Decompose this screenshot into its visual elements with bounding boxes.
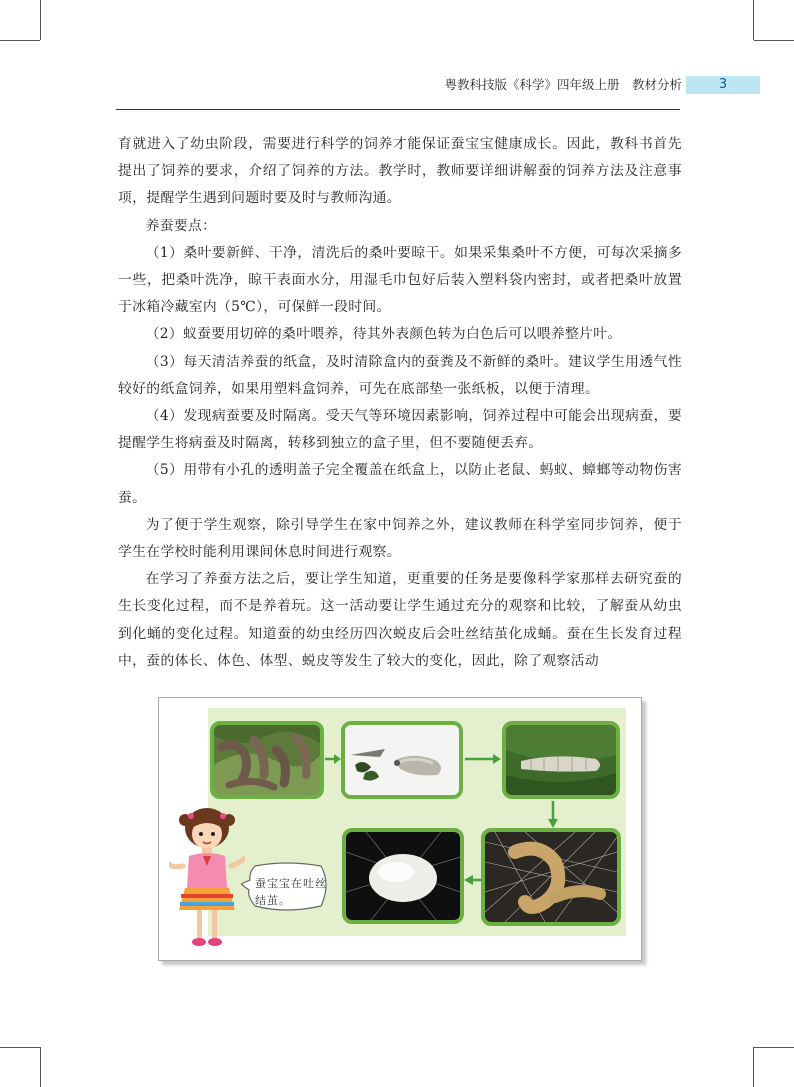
paragraph: 在学习了养蚕方法之后，要让学生知道，更重要的任务是要像科学家那样去研究蚕的生长变化过程，而不是养着玩。这一活动要让学生通过充分的观察和比较，了解蚕从幼虫到化蛹的变化过程。知道蚕的幼虫经历四次蜕皮后会吐丝结茧化成蛹。蚕在生长发育过程中，蚕的体长、体色、体型、蜕皮等发生了较大的变化，因此，除了观察活动 <box>118 571 682 669</box>
silkworm-figure <box>158 697 642 961</box>
crop-mark <box>0 1047 40 1048</box>
speech-bubble-text: 蚕宝宝在吐丝结茧。 <box>255 877 327 907</box>
paragraph: 养蚕要点： <box>145 217 217 234</box>
young-silkworms-image <box>214 725 320 795</box>
cocoon-image <box>346 832 460 920</box>
paragraph: （3）每天清洁养蚕的纸盒，及时清除盒内的蚕粪及不新鲜的桑叶。建议学生用透气性较好的纸盒饲养，如果用塑料盒饲养，可先在底部垫一张纸板，以便于清理。 <box>118 353 682 397</box>
header-rule <box>116 109 680 110</box>
paragraph: 育就进入了幼虫阶段，需要进行科学的饲养才能保证蚕宝宝健康成长。因此，教科书首先提出了饲养的要求，介绍了饲养的方法。教学时，教师要详细讲解蚕的饲养方法及注意事项，提醒学生遇到问题时要及时与教师沟通。 <box>118 136 682 207</box>
arrow-left-icon <box>464 874 482 886</box>
paragraph: （2）蚁蚕要用切碎的桑叶喂养，待其外表颜色转为白色后可以喂养整片叶。 <box>145 326 622 343</box>
paragraph: 为了便于学生观察，除引导学生在家中饲养之外，建议教师在科学室同步饲养，便于学生在学校时能利用课间休息时间进行观察。 <box>118 516 682 561</box>
page-number: 3 <box>686 76 760 94</box>
body-text <box>118 131 682 675</box>
crop-mark <box>0 40 40 41</box>
photo-molting-silkworm <box>341 721 463 799</box>
paragraph: （1）桑叶要新鲜、干净，清洗后的桑叶要晾干。如果采集桑叶不方便，可每次采摘多一些，把桑叶洗净，晾干表面水分，用湿毛巾包好后装入塑料袋内密封，或者把桑叶放置于冰箱冷藏室内（5℃），可保鲜一段时间。 <box>118 244 682 316</box>
paragraph: （4）发现病蚕要及时隔离。受天气等环境因素影响，饲养过程中可能会出现病蚕，要提醒学生将病蚕及时隔离，转移到独立的盒子里，但不要随便丢弃。 <box>118 408 682 452</box>
crop-mark <box>40 1047 41 1087</box>
grown-silkworm-image <box>506 725 616 795</box>
arrow-down-icon <box>547 801 559 828</box>
paragraph: （5）用带有小孔的透明盖子完全覆盖在纸盒上，以防止老鼠、蚂蚁、蟑螂等动物伤害蚕。 <box>118 462 682 506</box>
crop-mark <box>754 40 794 41</box>
molting-silkworm-image <box>345 725 459 795</box>
photo-cocoon <box>342 828 464 924</box>
girl-illustration <box>169 806 245 956</box>
crop-mark <box>753 0 754 40</box>
crop-mark <box>40 0 41 40</box>
photo-young-silkworms <box>210 721 324 799</box>
spinning-silkworm-image <box>485 832 617 922</box>
photo-grown-silkworm <box>502 721 620 799</box>
crop-mark <box>753 1047 754 1087</box>
photo-spinning-silkworm <box>481 828 621 926</box>
crop-mark <box>754 1047 794 1048</box>
running-header: 粤教科技版《科学》四年级上册 教材分析 <box>444 77 682 92</box>
arrow-right-icon <box>325 753 341 765</box>
arrow-right-icon <box>465 753 501 765</box>
